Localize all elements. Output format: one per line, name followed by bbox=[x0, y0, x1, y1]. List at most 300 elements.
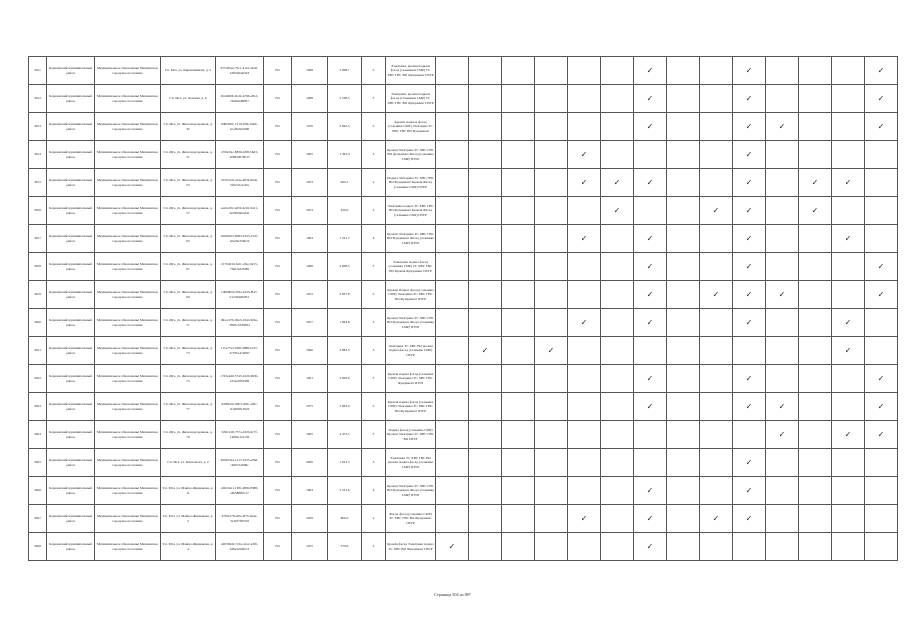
empty-mark-cell bbox=[436, 197, 469, 225]
empty-mark-cell bbox=[865, 533, 898, 561]
empty-mark-cell bbox=[469, 421, 502, 449]
empty-mark-cell bbox=[568, 393, 601, 421]
check-mark-icon: ✓ bbox=[568, 225, 601, 253]
check-mark-icon: ✓ bbox=[634, 477, 667, 505]
floors-cell: 3 bbox=[362, 309, 386, 337]
floors-cell: 3 bbox=[362, 449, 386, 477]
year-cell: 1961 bbox=[292, 365, 328, 393]
check-mark-icon: ✓ bbox=[634, 169, 667, 197]
floors-cell: 4 bbox=[362, 225, 386, 253]
empty-mark-cell bbox=[568, 337, 601, 365]
empty-mark-cell bbox=[766, 533, 799, 561]
works-cell: Электрика подвал фасад (сальника СМР) ТС ХВС ГВС ВО Кровля Фундамент ПЗУР bbox=[386, 253, 436, 281]
row-number: 3621 bbox=[29, 337, 47, 365]
year-cell: 2000 bbox=[292, 449, 328, 477]
table-row bbox=[29, 197, 898, 225]
settlement-cell: Муниципальное образование Мичманское городское поселение bbox=[95, 309, 161, 337]
check-mark-icon: ✓ bbox=[733, 309, 766, 337]
table-row bbox=[29, 113, 898, 141]
table-row bbox=[29, 169, 898, 197]
address-cell: Г.п. Мга, ул. Майора Жернякова, д. 4 bbox=[161, 533, 216, 561]
row-number: 3611 bbox=[29, 57, 47, 85]
type-cell: FO bbox=[264, 505, 292, 533]
empty-mark-cell bbox=[700, 253, 733, 281]
address-cell: Г.п. Мга, ул. Железнодорожная, д. 71 bbox=[161, 309, 216, 337]
empty-mark-cell bbox=[469, 169, 502, 197]
empty-mark-cell bbox=[700, 309, 733, 337]
empty-mark-cell bbox=[469, 533, 502, 561]
empty-mark-cell bbox=[568, 57, 601, 85]
empty-mark-cell bbox=[535, 225, 568, 253]
check-mark-icon: ✓ bbox=[634, 253, 667, 281]
empty-mark-cell bbox=[832, 57, 865, 85]
row-number: 3612 bbox=[29, 85, 47, 113]
empty-mark-cell bbox=[832, 393, 865, 421]
district-cell: Карачевский муниципальный район bbox=[47, 225, 95, 253]
empty-mark-cell bbox=[667, 169, 700, 197]
check-mark-icon: ✓ bbox=[568, 505, 601, 533]
check-mark-icon: ✓ bbox=[832, 421, 865, 449]
type-cell: FO bbox=[264, 309, 292, 337]
empty-mark-cell bbox=[535, 169, 568, 197]
settlement-cell: Муниципальное образование Мичманское городское поселение bbox=[95, 281, 161, 309]
empty-mark-cell bbox=[865, 477, 898, 505]
empty-mark-cell bbox=[832, 197, 865, 225]
area-cell: 5 198,5 bbox=[328, 85, 362, 113]
area-cell: 1 023,5 bbox=[328, 449, 362, 477]
empty-mark-cell bbox=[502, 505, 535, 533]
settlement-cell: Муниципальное образование Мичманское городское поселение bbox=[95, 533, 161, 561]
empty-mark-cell bbox=[502, 449, 535, 477]
district-cell: Карачевский муниципальный район bbox=[47, 197, 95, 225]
empty-mark-cell bbox=[601, 505, 634, 533]
area-cell: 3 998,7 bbox=[328, 57, 362, 85]
check-mark-icon: ✓ bbox=[733, 253, 766, 281]
empty-mark-cell bbox=[535, 477, 568, 505]
check-mark-icon: ✓ bbox=[832, 309, 865, 337]
empty-mark-cell bbox=[469, 85, 502, 113]
empty-mark-cell bbox=[799, 85, 832, 113]
code-cell: 2bda900f-2b24-4706-a81d-c6d0a6d9f8f7 bbox=[216, 85, 264, 113]
settlement-cell: Муниципальное образование Мичманское городское поселение bbox=[95, 141, 161, 169]
empty-mark-cell bbox=[667, 197, 700, 225]
empty-mark-cell bbox=[799, 421, 832, 449]
registry-table-sheet bbox=[28, 56, 884, 561]
area-cell: 4 008,5 bbox=[328, 253, 362, 281]
type-cell: FO bbox=[264, 169, 292, 197]
code-cell: 111a77a2-9f20-4886-b237-3c70b1474087 bbox=[216, 337, 264, 365]
area-cell: 600,1 bbox=[328, 169, 362, 197]
empty-mark-cell bbox=[436, 365, 469, 393]
check-mark-icon: ✓ bbox=[634, 309, 667, 337]
type-cell: FO bbox=[264, 477, 292, 505]
empty-mark-cell bbox=[535, 281, 568, 309]
works-cell: Кровля фасад Электрика подвал ТС ХВС ВО Фундамент ПЗУР bbox=[386, 533, 436, 561]
settlement-cell: Муниципальное образование Мичманское городское поселение bbox=[95, 197, 161, 225]
table-row bbox=[29, 393, 898, 421]
check-mark-icon: ✓ bbox=[634, 365, 667, 393]
district-cell: Карачевский муниципальный район bbox=[47, 169, 95, 197]
address-cell: Г.п. Мга, ул. Железнодорожная, д. 51 bbox=[161, 141, 216, 169]
empty-mark-cell bbox=[766, 85, 799, 113]
check-mark-icon: ✓ bbox=[832, 169, 865, 197]
empty-mark-cell bbox=[667, 85, 700, 113]
code-cell: 217b023d-fa21-4f1e-9215-7f4d7ed2f489 bbox=[216, 253, 264, 281]
floors-cell: 5 bbox=[362, 57, 386, 85]
area-cell: 806,0 bbox=[328, 505, 362, 533]
works-cell: Кровля Электрика ТС ХВС ГВС ВО Фундамент Фасад (сальника СМР) ПЗУР bbox=[386, 225, 436, 253]
empty-mark-cell bbox=[667, 337, 700, 365]
empty-mark-cell bbox=[766, 505, 799, 533]
check-mark-icon: ✓ bbox=[733, 169, 766, 197]
empty-mark-cell bbox=[667, 393, 700, 421]
empty-mark-cell bbox=[535, 57, 568, 85]
year-cell: 1957 bbox=[292, 309, 328, 337]
empty-mark-cell bbox=[766, 57, 799, 85]
address-cell: Г.п. Мга, ул. Железнодорожная, д. 45 bbox=[161, 113, 216, 141]
address-cell: Г.п. Мга, ул. Железнодорожная, д. 53 bbox=[161, 169, 216, 197]
check-mark-icon: ✓ bbox=[634, 393, 667, 421]
empty-mark-cell bbox=[568, 365, 601, 393]
code-cell: 3c9fc418-757a-432b-9c7f-14f80e1cd136 bbox=[216, 421, 264, 449]
check-mark-icon: ✓ bbox=[766, 421, 799, 449]
empty-mark-cell bbox=[535, 505, 568, 533]
works-cell: Электрика ТС ХВС ГВС ВО кровля подвал фасад (сальника СМР) ПЗУР bbox=[386, 449, 436, 477]
code-cell: 6d9453a4-e117-4325-a06d-c6d0152008c bbox=[216, 449, 264, 477]
empty-mark-cell bbox=[436, 225, 469, 253]
row-number: 3620 bbox=[29, 309, 47, 337]
empty-mark-cell bbox=[601, 337, 634, 365]
works-cell: Электрика ТС ХВС ВО кровля подвал фасад (сальника СМР) ПЗУР bbox=[386, 337, 436, 365]
row-number: 3615 bbox=[29, 169, 47, 197]
table-row bbox=[29, 85, 898, 113]
year-cell: 1968 bbox=[292, 57, 328, 85]
check-mark-icon: ✓ bbox=[733, 113, 766, 141]
address-cell: Г.п. Мга, ул. Майора Жернякова, д. 11 bbox=[161, 477, 216, 505]
check-mark-icon: ✓ bbox=[634, 533, 667, 561]
type-cell: FO bbox=[264, 57, 292, 85]
table-row bbox=[29, 365, 898, 393]
settlement-cell: Муниципальное образование Мичманское городское поселение bbox=[95, 421, 161, 449]
empty-mark-cell bbox=[568, 253, 601, 281]
empty-mark-cell bbox=[634, 197, 667, 225]
empty-mark-cell bbox=[832, 281, 865, 309]
empty-mark-cell bbox=[436, 449, 469, 477]
empty-mark-cell bbox=[766, 477, 799, 505]
works-cell: Кровля подвал фасад (сальника СМР) Электрика ТС ХВС ГВС Фундамент ПЗУР bbox=[386, 365, 436, 393]
type-cell: FO bbox=[264, 421, 292, 449]
code-cell: 8d0f46bc-7a19-4f6b-9a0b-bcaf0a5b2066 bbox=[216, 113, 264, 141]
district-cell: Карачевский муниципальный район bbox=[47, 337, 95, 365]
empty-mark-cell bbox=[667, 365, 700, 393]
check-mark-icon: ✓ bbox=[865, 393, 898, 421]
empty-mark-cell bbox=[700, 393, 733, 421]
empty-mark-cell bbox=[568, 85, 601, 113]
type-cell: FO bbox=[264, 533, 292, 561]
empty-mark-cell bbox=[634, 449, 667, 477]
works-cell: Кровля Подвал фасад (сальника СМР) Электрика ТС ХВС ГВС ВО Фундамент ПЗУР bbox=[386, 281, 436, 309]
empty-mark-cell bbox=[766, 197, 799, 225]
empty-mark-cell bbox=[700, 477, 733, 505]
empty-mark-cell bbox=[799, 141, 832, 169]
empty-mark-cell bbox=[535, 113, 568, 141]
empty-mark-cell bbox=[700, 113, 733, 141]
empty-mark-cell bbox=[865, 225, 898, 253]
registry-rows bbox=[29, 57, 898, 561]
empty-mark-cell bbox=[733, 533, 766, 561]
empty-mark-cell bbox=[700, 85, 733, 113]
empty-mark-cell bbox=[667, 533, 700, 561]
year-cell: 1955 bbox=[292, 533, 328, 561]
empty-mark-cell bbox=[601, 309, 634, 337]
row-number: 3617 bbox=[29, 225, 47, 253]
empty-mark-cell bbox=[832, 85, 865, 113]
empty-mark-cell bbox=[436, 477, 469, 505]
empty-mark-cell bbox=[535, 365, 568, 393]
empty-mark-cell bbox=[865, 141, 898, 169]
address-cell: Г.п. Мга, ул. Железнодорожная, д. 65 bbox=[161, 225, 216, 253]
empty-mark-cell bbox=[535, 85, 568, 113]
check-mark-icon: ✓ bbox=[601, 197, 634, 225]
empty-mark-cell bbox=[634, 141, 667, 169]
code-cell: aaa5e102-a650-4c92-9411-be29602bedab bbox=[216, 197, 264, 225]
area-cell: 1 393,4 bbox=[328, 141, 362, 169]
empty-mark-cell bbox=[436, 393, 469, 421]
empty-mark-cell bbox=[568, 281, 601, 309]
address-cell: Г.п. Мга, ул. Майора Жернякова, д. 3 bbox=[161, 505, 216, 533]
row-number: 3626 bbox=[29, 477, 47, 505]
year-cell: 1964 bbox=[292, 477, 328, 505]
address-cell: Г.п. Мга, ул. Комсомола, д. 2 bbox=[161, 449, 216, 477]
empty-mark-cell bbox=[601, 421, 634, 449]
empty-mark-cell bbox=[535, 309, 568, 337]
settlement-cell: Муниципальное образование Мичманское городское поселение bbox=[95, 365, 161, 393]
check-mark-icon: ✓ bbox=[568, 309, 601, 337]
empty-mark-cell bbox=[700, 141, 733, 169]
settlement-cell: Муниципальное образование Мичманское городское поселение bbox=[95, 393, 161, 421]
empty-mark-cell bbox=[469, 141, 502, 169]
code-cell: c7d5e4d0-5745-432b-993b-1d3ea9f53369 bbox=[216, 365, 264, 393]
empty-mark-cell bbox=[634, 421, 667, 449]
empty-mark-cell bbox=[700, 225, 733, 253]
empty-mark-cell bbox=[766, 449, 799, 477]
empty-mark-cell bbox=[832, 365, 865, 393]
empty-mark-cell bbox=[601, 113, 634, 141]
address-cell: Г.п. Мга, ул. Железнодорожная, д. 69 bbox=[161, 281, 216, 309]
table-row bbox=[29, 141, 898, 169]
empty-mark-cell bbox=[865, 505, 898, 533]
empty-mark-cell bbox=[535, 197, 568, 225]
empty-mark-cell bbox=[799, 57, 832, 85]
check-mark-icon: ✓ bbox=[865, 113, 898, 141]
area-cell: 2 662,5 bbox=[328, 113, 362, 141]
settlement-cell: Муниципальное образование Мичманское городское поселение bbox=[95, 337, 161, 365]
type-cell: FO bbox=[264, 393, 292, 421]
year-cell: 1959 bbox=[292, 505, 328, 533]
area-cell: 2 883,5 bbox=[328, 337, 362, 365]
empty-mark-cell bbox=[832, 253, 865, 281]
empty-mark-cell bbox=[568, 421, 601, 449]
type-cell: FO bbox=[264, 113, 292, 141]
area-cell: 1 241,7 bbox=[328, 225, 362, 253]
address-cell: Г.п. Мга, ул. Железнодорожная, д. 75 bbox=[161, 365, 216, 393]
empty-mark-cell bbox=[601, 393, 634, 421]
district-cell: Карачевский муниципальный район bbox=[47, 281, 95, 309]
works-cell: Фасад фасад (сальника СМР) ТС ХВС ГВС ВО Фундамент ПЗУР bbox=[386, 505, 436, 533]
empty-mark-cell bbox=[601, 253, 634, 281]
check-mark-icon: ✓ bbox=[865, 253, 898, 281]
empty-mark-cell bbox=[667, 281, 700, 309]
area-cell: 4 472,5 bbox=[328, 421, 362, 449]
empty-mark-cell bbox=[799, 309, 832, 337]
empty-mark-cell bbox=[568, 533, 601, 561]
settlement-cell: Муниципальное образование Мичманское городское поселение bbox=[95, 169, 161, 197]
empty-mark-cell bbox=[502, 169, 535, 197]
empty-mark-cell bbox=[601, 281, 634, 309]
check-mark-icon: ✓ bbox=[733, 477, 766, 505]
empty-mark-cell bbox=[601, 533, 634, 561]
year-cell: 1995 bbox=[292, 421, 328, 449]
empty-mark-cell bbox=[535, 393, 568, 421]
empty-mark-cell bbox=[799, 225, 832, 253]
empty-mark-cell bbox=[766, 141, 799, 169]
empty-mark-cell bbox=[601, 225, 634, 253]
check-mark-icon: ✓ bbox=[733, 505, 766, 533]
address-cell: Г.п. Мга, ул. Донская, д. 6 bbox=[161, 85, 216, 113]
district-cell: Карачевский муниципальный район bbox=[47, 505, 95, 533]
check-mark-icon: ✓ bbox=[733, 141, 766, 169]
settlement-cell: Муниципальное образование Мичманское городское поселение bbox=[95, 225, 161, 253]
empty-mark-cell bbox=[502, 197, 535, 225]
empty-mark-cell bbox=[799, 505, 832, 533]
works-cell: Кровля Электрика ТС ХВС ГВС ВО Фундамент Фасад (сальника СМР) ПЗУР bbox=[386, 309, 436, 337]
table-row bbox=[29, 309, 898, 337]
floors-cell: 5 bbox=[362, 253, 386, 281]
floors-cell: 2 bbox=[362, 533, 386, 561]
check-mark-icon: ✓ bbox=[865, 281, 898, 309]
check-mark-icon: ✓ bbox=[733, 281, 766, 309]
type-cell: FO bbox=[264, 85, 292, 113]
year-cell: 1968 bbox=[292, 85, 328, 113]
code-cell: c031bac6-a54a-4834-82da-3f5a51b4cd5e bbox=[216, 169, 264, 197]
empty-mark-cell bbox=[601, 85, 634, 113]
check-mark-icon: ✓ bbox=[733, 393, 766, 421]
type-cell: FO bbox=[264, 449, 292, 477]
code-cell: 1d690b0e-5f9a-4d5b-8f47-b12c8da8c851 bbox=[216, 281, 264, 309]
area-cell: 579,9 bbox=[328, 533, 362, 561]
empty-mark-cell bbox=[568, 477, 601, 505]
year-cell: 1953 bbox=[292, 169, 328, 197]
check-mark-icon: ✓ bbox=[634, 57, 667, 85]
area-cell: 3 963,0 bbox=[328, 393, 362, 421]
check-mark-icon: ✓ bbox=[733, 197, 766, 225]
empty-mark-cell bbox=[502, 421, 535, 449]
area-cell: 1 994,8 bbox=[328, 309, 362, 337]
row-number: 3622 bbox=[29, 365, 47, 393]
check-mark-icon: ✓ bbox=[436, 533, 469, 561]
floors-cell: 4 bbox=[362, 477, 386, 505]
empty-mark-cell bbox=[700, 169, 733, 197]
row-number: 3624 bbox=[29, 421, 47, 449]
empty-mark-cell bbox=[799, 253, 832, 281]
empty-mark-cell bbox=[799, 533, 832, 561]
empty-mark-cell bbox=[865, 449, 898, 477]
empty-mark-cell bbox=[469, 197, 502, 225]
district-cell: Карачевский муниципальный район bbox=[47, 253, 95, 281]
check-mark-icon: ✓ bbox=[568, 169, 601, 197]
empty-mark-cell bbox=[832, 141, 865, 169]
table-row bbox=[29, 449, 898, 477]
year-cell: 1953 bbox=[292, 197, 328, 225]
settlement-cell: Муниципальное образование Мичманское городское поселение bbox=[95, 113, 161, 141]
empty-mark-cell bbox=[535, 421, 568, 449]
check-mark-icon: ✓ bbox=[766, 113, 799, 141]
area-cell: 420,9 bbox=[328, 197, 362, 225]
empty-mark-cell bbox=[601, 365, 634, 393]
type-cell: FO bbox=[264, 337, 292, 365]
empty-mark-cell bbox=[568, 113, 601, 141]
type-cell: FO bbox=[264, 225, 292, 253]
empty-mark-cell bbox=[469, 309, 502, 337]
empty-mark-cell bbox=[799, 337, 832, 365]
row-number: 3619 bbox=[29, 281, 47, 309]
check-mark-icon: ✓ bbox=[832, 225, 865, 253]
check-mark-icon: ✓ bbox=[634, 505, 667, 533]
empty-mark-cell bbox=[799, 365, 832, 393]
check-mark-icon: ✓ bbox=[568, 141, 601, 169]
district-cell: Карачевский муниципальный район bbox=[47, 365, 95, 393]
works-cell: Кровля Электрика ТС ХВС ГВС ВО Фундамент Фасад (сальника СМР) ПЗУР bbox=[386, 477, 436, 505]
empty-mark-cell bbox=[502, 393, 535, 421]
empty-mark-cell bbox=[502, 281, 535, 309]
page-footer: Страница 504 из 887 bbox=[434, 592, 471, 597]
empty-mark-cell bbox=[601, 141, 634, 169]
empty-mark-cell bbox=[535, 141, 568, 169]
table-row bbox=[29, 225, 898, 253]
check-mark-icon: ✓ bbox=[799, 169, 832, 197]
empty-mark-cell bbox=[832, 533, 865, 561]
empty-mark-cell bbox=[568, 197, 601, 225]
empty-mark-cell bbox=[436, 309, 469, 337]
empty-mark-cell bbox=[436, 281, 469, 309]
empty-mark-cell bbox=[667, 57, 700, 85]
empty-mark-cell bbox=[865, 169, 898, 197]
empty-mark-cell bbox=[667, 113, 700, 141]
settlement-cell: Муниципальное образование Мичманское городское поселение bbox=[95, 449, 161, 477]
check-mark-icon: ✓ bbox=[865, 365, 898, 393]
settlement-cell: Муниципальное образование Мичманское городское поселение bbox=[95, 505, 161, 533]
check-mark-icon: ✓ bbox=[865, 421, 898, 449]
floors-cell: 3 bbox=[362, 141, 386, 169]
check-mark-icon: ✓ bbox=[766, 393, 799, 421]
table-row bbox=[29, 253, 898, 281]
empty-mark-cell bbox=[502, 113, 535, 141]
row-number: 3625 bbox=[29, 449, 47, 477]
floors-cell: 5 bbox=[362, 393, 386, 421]
empty-mark-cell bbox=[766, 365, 799, 393]
code-cell: 2d02da1f-1f95-4836-8388-a8a588ff0c17 bbox=[216, 477, 264, 505]
empty-mark-cell bbox=[733, 421, 766, 449]
empty-mark-cell bbox=[766, 225, 799, 253]
empty-mark-cell bbox=[601, 57, 634, 85]
check-mark-icon: ✓ bbox=[634, 281, 667, 309]
district-cell: Карачевский муниципальный район bbox=[47, 57, 95, 85]
empty-mark-cell bbox=[568, 449, 601, 477]
district-cell: Карачевский муниципальный район bbox=[47, 421, 95, 449]
floors-cell: 5 bbox=[362, 85, 386, 113]
table-row bbox=[29, 477, 898, 505]
check-mark-icon: ✓ bbox=[634, 113, 667, 141]
